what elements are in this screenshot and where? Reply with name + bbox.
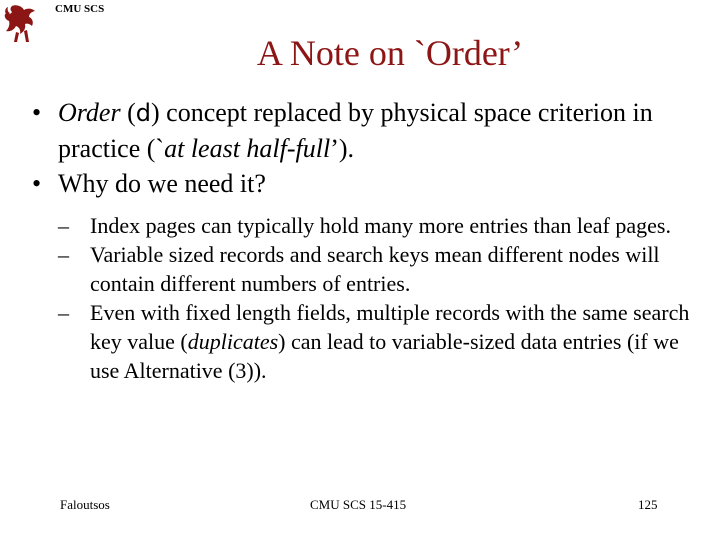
sub-bullet-dash: – <box>58 300 69 325</box>
bullet-item <box>28 95 708 166</box>
sub-bullet-list <box>28 211 708 385</box>
sub-bullet-item <box>58 211 708 240</box>
bullet-text: ( <box>120 98 136 127</box>
sub-bullet-text: Even with fixed length fields, multiple records with the same search key value ( <box>90 300 690 354</box>
sub-bullet-text: ) can lead to variable-sized data entries (if we use Alternative (3)). <box>90 329 679 383</box>
order-word: Order <box>58 98 121 127</box>
sub-bullet-dash: – <box>58 242 69 267</box>
footer-page-number: 125 <box>638 497 658 512</box>
bullet-text: ) concept replaced by physical space criterion in practice (` <box>58 98 653 163</box>
slide-title: A Note on `Order’ <box>256 33 524 73</box>
sub-bullet-item <box>58 240 708 298</box>
footer-course: CMU SCS 15-415 <box>310 497 407 512</box>
footer-author: Faloutsos <box>60 497 110 512</box>
sub-bullet-text: Index pages can typically hold many more entries than leaf pages. <box>90 213 671 238</box>
bullet-text: Why do we need it? <box>58 169 266 198</box>
bullet-dot: • <box>32 98 42 127</box>
bullet-dot: • <box>32 169 42 198</box>
bullet-list <box>28 95 708 385</box>
sub-bullet-text: Variable sized records and search keys mean different nodes will contain different numbers of entries. <box>90 242 660 296</box>
bullet-text: ’). <box>330 134 355 163</box>
sub-bullet-dash: – <box>58 213 69 238</box>
d-symbol: d <box>135 99 151 127</box>
bullet-item <box>28 166 708 201</box>
italic-phrase: at least half-full <box>164 134 331 163</box>
sub-bullet-item <box>58 298 708 385</box>
header-org-label: CMU SCS <box>55 3 105 15</box>
italic-duplicates: duplicates <box>187 329 279 354</box>
